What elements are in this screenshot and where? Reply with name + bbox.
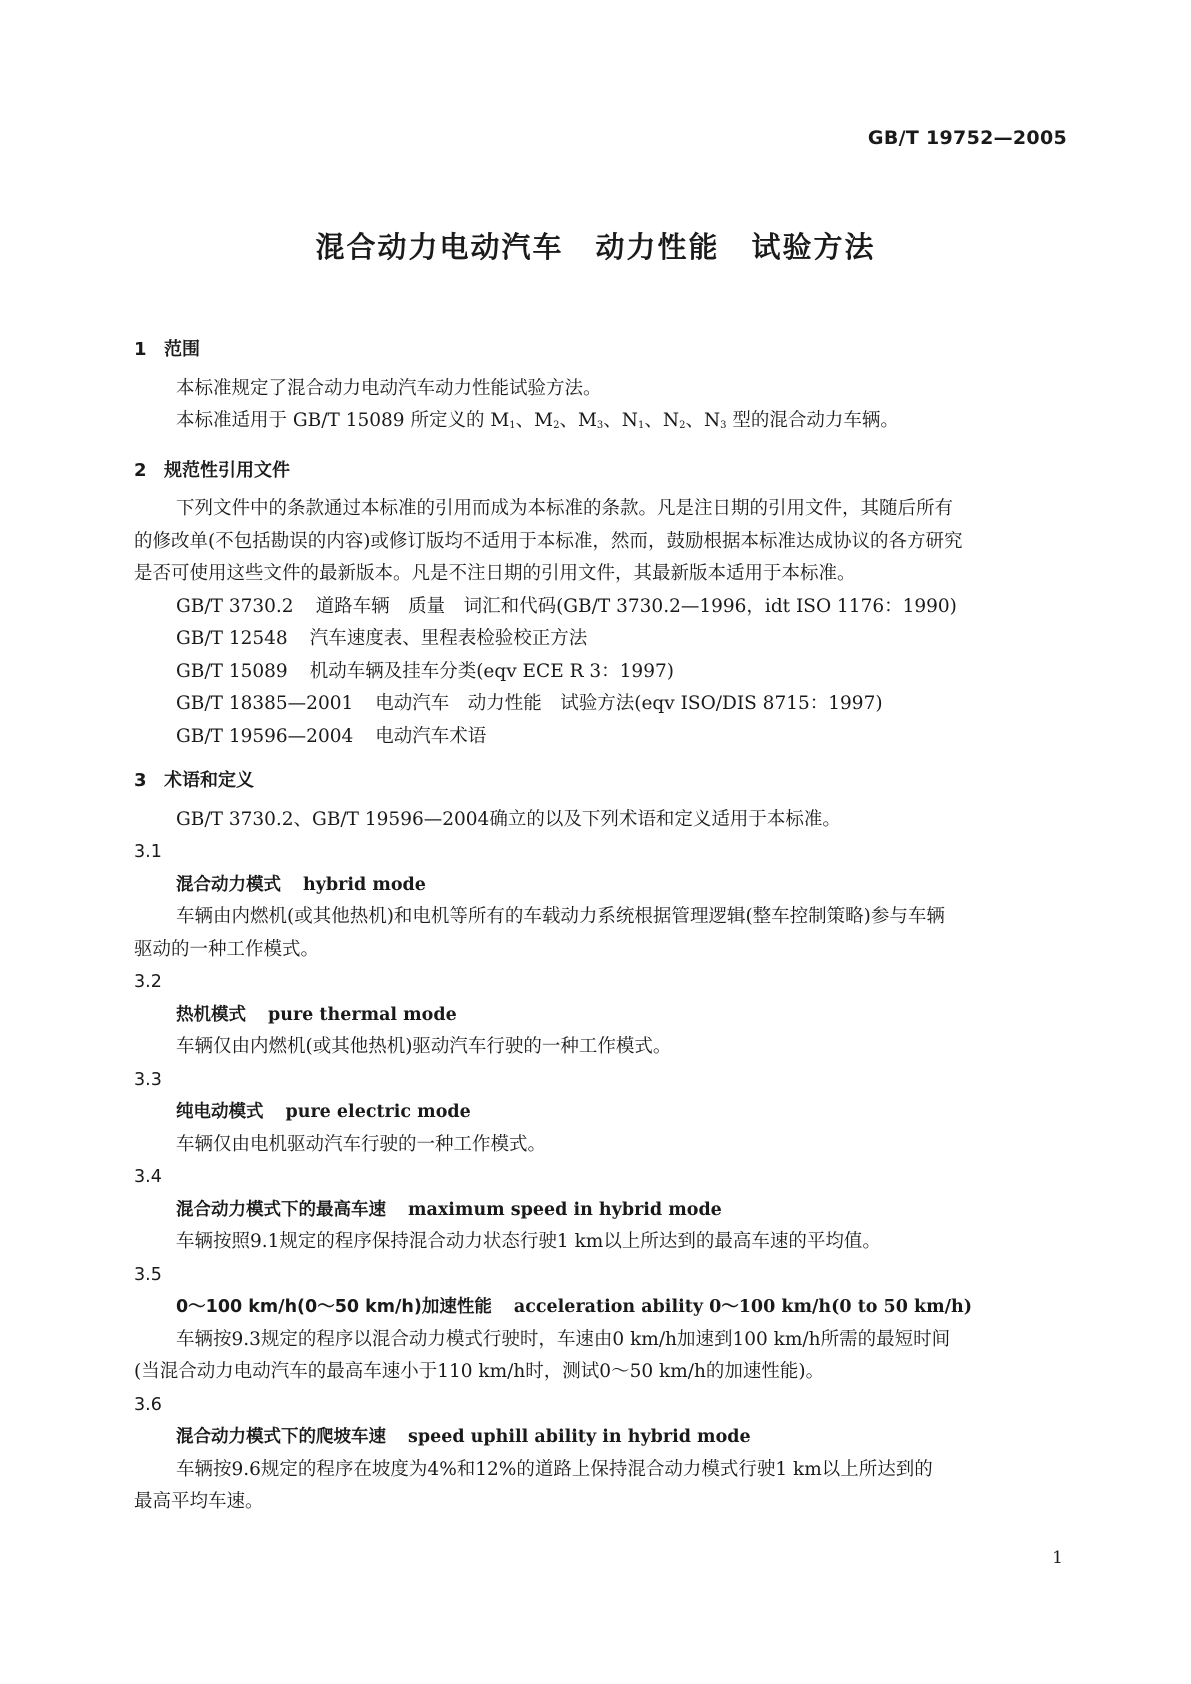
term-zh: 混合动力模式下的最高车速 [176, 1199, 386, 1220]
title-part: 混合动力电动汽车 [315, 230, 564, 264]
paragraph: 本标准规定了混合动力电动汽车动力性能试验方法。 [176, 377, 602, 399]
term-heading [134, 1421, 1058, 1454]
reference-title: 电动汽车 动力性能 试验方法(eqv ISO/DIS 8715：1997) [375, 693, 883, 714]
reference-code: GB/T 18385—2001 [176, 693, 354, 714]
definition-line: 车辆按照9.1规定的程序保持混合动力状态行驶1 km以上所达到的最高车速的平均值。 [176, 1231, 881, 1252]
definition-line: 最高平均车速。 [134, 1491, 264, 1512]
reference-item [134, 688, 1058, 721]
term-heading [134, 869, 1058, 902]
reference-item [134, 591, 1058, 624]
reference-item [134, 656, 1058, 689]
definition-line: 车辆由内燃机(或其他热机)和电机等所有的车载动力系统根据管理逻辑(整车控制策略)参与车辆 [176, 906, 945, 927]
term-zh: 混合动力模式下的爬坡车速 [176, 1427, 386, 1447]
reference-item [134, 721, 1058, 754]
clause-number: 3.3 [134, 1069, 162, 1090]
section-title: 规范性引用文件 [164, 459, 290, 481]
section-number: 1 [134, 339, 147, 360]
clause-number: 3.1 [134, 842, 162, 862]
term-zh: 混合动力模式 [176, 874, 281, 895]
paragraph: GB/T 3730.2、GB/T 19596—2004确立的以及下列术语和定义适用于本标准。 [176, 808, 841, 830]
clause-number: 3.6 [134, 1394, 162, 1415]
term-en: maximum speed in hybrid mode [408, 1199, 722, 1220]
term-zh: 0～100 km/h(0～50 km/h)加速性能 [176, 1297, 492, 1317]
reference-title: 机动车辆及挂车分类(eqv ECE R 3：1997) [309, 660, 674, 682]
reference-title: 电动汽车术语 [375, 725, 487, 747]
term-en: speed uphill ability in hybrid mode [408, 1427, 751, 1447]
term-en: acceleration ability 0～100 km/h(0 to 50 km/h) [513, 1297, 973, 1317]
term-en: pure thermal mode [268, 1004, 457, 1025]
definition-line: 车辆按9.3规定的程序以混合动力模式行驶时，车速由0 km/h加速到100 km/h所需的最短时间 [176, 1328, 951, 1350]
title-part: 试验方法 [751, 230, 876, 264]
term-zh: 纯电动模式 [176, 1102, 264, 1122]
document-body [134, 322, 1058, 1519]
reference-item [134, 623, 1058, 656]
page-number: 1 [1052, 1548, 1063, 1568]
reference-code: GB/T 15089 [176, 660, 288, 682]
term-heading [134, 1291, 1058, 1324]
section-number: 2 [134, 459, 147, 481]
section-title: 范围 [164, 339, 200, 360]
reference-code: GB/T 19596—2004 [176, 725, 354, 747]
clause-number: 3.2 [134, 972, 162, 992]
clause-number: 3.4 [134, 1167, 162, 1187]
definition-line: (当混合动力电动汽车的最高车速小于110 km/h时，测试0～50 km/h的加速性能)。 [134, 1361, 825, 1382]
reference-title: 道路车辆 质量 词汇和代码(GB/T 3730.2—1996，idt ISO 1176：1990) [315, 595, 957, 617]
reference-code: GB/T 12548 [176, 628, 288, 649]
section-number: 3 [134, 770, 147, 791]
paragraph-line: 是否可使用这些文件的最新版本。凡是不注日期的引用文件，其最新版本适用于本标准。 [134, 563, 856, 584]
paragraph-line: 的修改单(不包括勘误的内容)或修订版均不适用于本标准，然而，鼓励根据本标准达成协议的各方研究 [134, 530, 963, 552]
definition-line: 车辆仅由内燃机(或其他热机)驱动汽车行驶的一种工作模式。 [176, 1036, 672, 1057]
reference-title: 汽车速度表、里程表检验校正方法 [309, 628, 588, 649]
term-en: pure electric mode [285, 1102, 471, 1122]
paragraph-line: 下列文件中的条款通过本标准的引用而成为本标准的条款。凡是注日期的引用文件，其随后所有 [176, 498, 954, 519]
section-title: 术语和定义 [164, 770, 254, 791]
page-title [0, 225, 1191, 266]
term-en: hybrid mode [303, 874, 426, 895]
section-heading [134, 765, 1058, 798]
standard-code: GB/T 19752—2005 [867, 127, 1067, 149]
term-heading [134, 1096, 1058, 1129]
term-heading [134, 999, 1058, 1032]
title-part: 动力性能 [595, 230, 720, 264]
section-heading [134, 334, 1058, 367]
reference-code: GB/T 3730.2 [176, 595, 294, 617]
clause-number: 3.5 [134, 1264, 162, 1285]
definition-line: 驱动的一种工作模式。 [134, 938, 320, 960]
term-zh: 热机模式 [176, 1004, 246, 1025]
section-heading [134, 455, 1058, 488]
term-heading [134, 1194, 1058, 1227]
definition-line: 车辆按9.6规定的程序在坡度为4%和12%的道路上保持混合动力模式行驶1 km以上所达到的 [176, 1458, 933, 1480]
paragraph: 本标准适用于 GB/T 15089 所定义的 $M_1$、$M_2$、$M_3$、$N_1$、$N_2$、$N_3$ 型的混合动力车辆。 [176, 410, 899, 431]
definition-line: 车辆仅由电机驱动汽车行驶的一种工作模式。 [176, 1133, 547, 1155]
